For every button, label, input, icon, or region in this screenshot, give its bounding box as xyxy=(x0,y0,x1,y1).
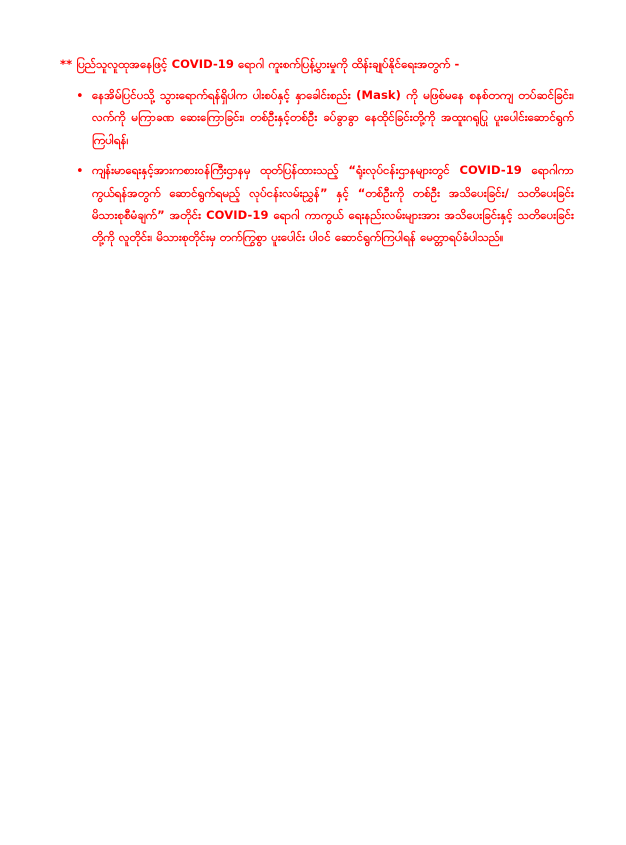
list-item-text: နေအိမ်ပြင်ပသို့ သွားရောက်ရန်ရှိပါက ပါးစပ်နှင့် နှာခေါင်းစည်း (Mask) ကို မဖြစ်မနေ စနစ်တကျ တပ်ဆင်ခြင်း၊ လက်ကို မကြာခဏ ဆေးကြောခြင်း၊ တစ်ဦးနှင့်တစ်ဦး ခပ်ခွာခွာ နေထိုင်ခြင်းတို့ကို အထူးဂရုပြု ပူးပေါင်းဆောင်ရွက်ကြပါရန်၊ xyxy=(92,87,574,147)
bullet-marker-icon: • xyxy=(76,164,84,180)
lead-paragraph: ** ပြည်သူလူထုအနေဖြင့် COVID-19 ရောဂါ ကူးစက်ပြန့်ပွားမှုကို ထိန်းချုပ်နိုင်ရေးအတွက် - xyxy=(60,57,460,71)
list-item xyxy=(52,159,574,249)
bullet-list xyxy=(52,84,574,249)
list-item xyxy=(52,84,574,151)
bullet-marker-icon: • xyxy=(76,88,84,104)
document-body xyxy=(52,56,574,249)
list-item-text: ကျန်းမာရေးနှင့်အားကစားဝန်ကြီးဌာနမှ ထုတ်ပြန်ထားသည့် “ရုံးလုပ်ငန်းဌာနများတွင် COVID-19 ရောဂါကာကွယ်ရန်အတွက် ဆောင်ရွက်ရမည့် လုပ်ငန်းလမ်းညွှန်” နှင့် “တစ်ဦးကို တစ်ဦး အသိပေးခြင်း/ သတိပေးခြင်း မိသားစုစီမံချက်” အတိုင်း COVID-19 ရောဂါ ကာကွယ် ရေးနည်းလမ်းများအား အသိပေးခြင်းနှင့် သတိပေးခြင်းတို့ကို လူတိုင်း၊ မိသားစုတိုင်းမှ တက်ကြွစွာ ပူးပေါင်း ပါဝင် ဆောင်ရွက်ကြပါရန် မေတ္တာရပ်ခံပါသည်။ xyxy=(92,163,574,245)
